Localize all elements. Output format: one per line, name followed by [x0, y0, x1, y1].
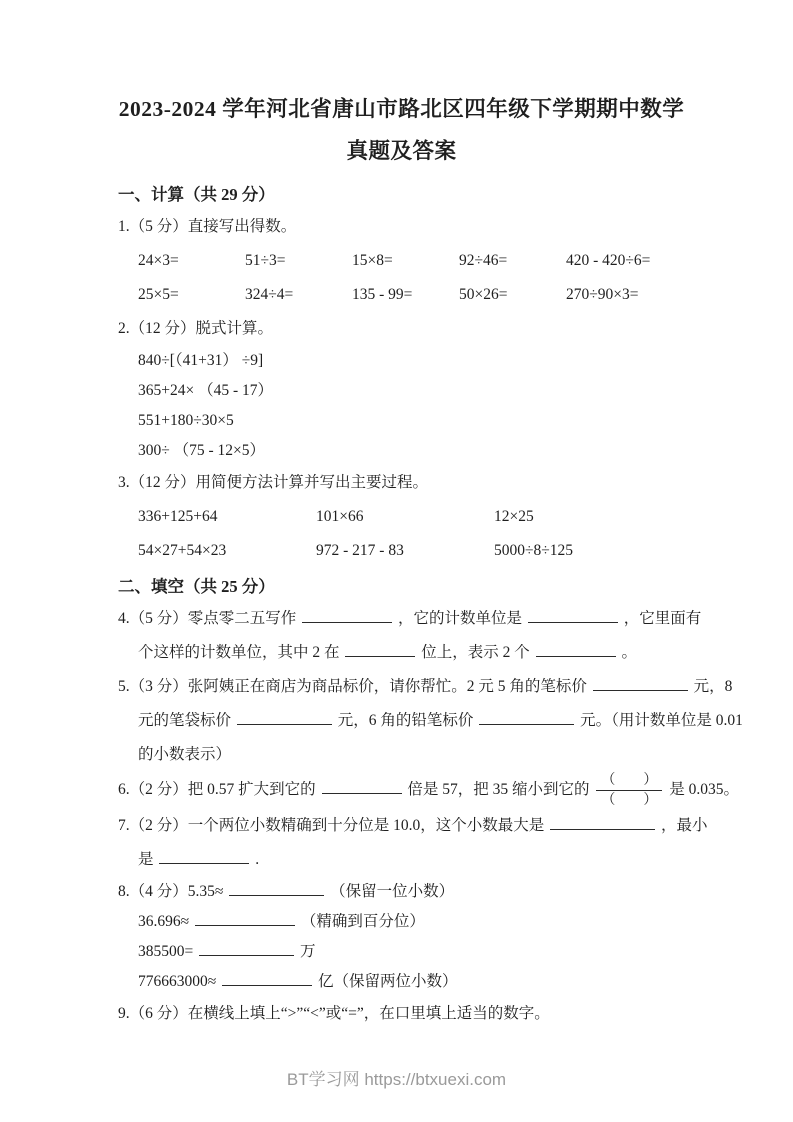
q6-text: 6.（2 分）把 0.57 扩大到它的 [118, 781, 316, 799]
q1-row2 [118, 278, 685, 312]
q2-expression: 840÷[（41+31） ÷9] [138, 352, 264, 369]
paper-title-line2: 真题及答案 [346, 139, 457, 163]
q3-expression: 12×25 [494, 508, 534, 525]
fraction-blank [596, 772, 662, 809]
q5-text: 的小数表示） [138, 746, 232, 763]
q7-text: 是 [138, 851, 154, 868]
q5-line1 [118, 670, 733, 704]
q3-expression: 54×27+54×23 [138, 542, 227, 559]
q5-line2 [118, 704, 743, 738]
q5-text: 元，8 [693, 678, 733, 695]
q8-line1 [118, 877, 685, 907]
q3-expression: 336+125+64 [138, 508, 218, 525]
section1-heading: 一、计算（共 29 分） [118, 185, 275, 204]
q8-line4 [118, 967, 685, 997]
fill-blank [479, 710, 574, 725]
q8-line3 [118, 937, 685, 967]
q8-text: 8.（4 分）5.35≈ [118, 883, 224, 900]
fill-blank [536, 642, 616, 657]
q4-text: 个这样的计数单位，其中 2 在 [138, 644, 340, 661]
fill-blank [550, 815, 655, 830]
q1-expression: 15×8= [352, 252, 393, 269]
q5-line3 [118, 738, 685, 772]
q3-expression: 5000÷8÷125 [494, 542, 574, 559]
footer-watermark: BT学习网 https://btxuexi.com [286, 1070, 507, 1089]
q2-stem: 2.（12 分）脱式计算。 [118, 320, 274, 337]
fill-blank [159, 849, 249, 864]
fraction-denominator: （ ） [601, 793, 658, 808]
q4-line1 [118, 602, 702, 636]
q2-expression: 300÷ （75 - 12×5） [138, 442, 266, 459]
q3-row1 [118, 500, 685, 534]
q1-expression: 135 - 99= [352, 286, 413, 303]
q1-expression: 50×26= [459, 286, 508, 303]
fill-blank [593, 676, 688, 691]
q1-expression: 51÷3= [245, 252, 286, 269]
q8-text: 776663000≈ [138, 973, 217, 990]
q4-text: 4.（5 分）零点零二五写作 [118, 610, 297, 627]
q2-expression: 365+24× （45 - 17） [138, 382, 274, 399]
q8-text: 36.696≈ [138, 913, 190, 930]
fill-blank [229, 881, 324, 896]
fill-blank [222, 971, 312, 986]
fraction-numerator: （ ） [596, 772, 662, 791]
fill-blank [322, 779, 402, 794]
q3-expression: 972 - 217 - 83 [316, 542, 404, 559]
q9-stem: 9.（6 分）在横线上填上“>”“<”或“=”，在口里填上适当的数字。 [118, 1005, 550, 1022]
q1-row1 [118, 244, 685, 278]
q8-text: （保留一位小数） [330, 883, 455, 900]
q1-expression: 92÷46= [459, 252, 508, 269]
q7-text: ，最小 [661, 817, 708, 834]
fill-blank [528, 608, 618, 623]
q8-text: 万 [300, 943, 316, 960]
q5-text: 元，6 角的铅笔标价 [337, 712, 474, 729]
q4-text: ，它里面有 [623, 610, 702, 627]
fill-blank [199, 941, 294, 956]
fill-blank [345, 642, 415, 657]
q8-text: 亿（保留两位小数） [318, 973, 458, 990]
q7-text: . [255, 851, 260, 868]
q6-text: 是 0.035。 [669, 781, 740, 799]
q1-expression: 324÷4= [245, 286, 294, 303]
q2-expression: 551+180÷30×5 [138, 412, 234, 429]
paper-title-line1: 2023-2024 学年河北省唐山市路北区四年级下学期期中数学 [118, 97, 685, 121]
q1-expression: 420 - 420÷6= [566, 252, 651, 269]
q7-text: 7.（2 分）一个两位小数精确到十分位是 10.0，这个小数最大是 [118, 817, 545, 834]
q8-text: （精确到百分位） [300, 913, 425, 930]
q6-line [118, 772, 740, 809]
q5-text: 5.（3 分）张阿姨正在商店为商品标价，请你帮忙。2 元 5 角的笔标价 [118, 678, 587, 695]
q5-text: 元。（用计数单位是 0.01 [580, 712, 743, 729]
q8-text: 385500= [138, 943, 194, 960]
q3-expression: 101×66 [316, 508, 364, 525]
q4-line2 [118, 636, 685, 670]
q4-text: ，它的计数单位是 [398, 610, 523, 627]
q6-text: 倍是 57，把 35 缩小到它的 [407, 781, 590, 799]
q3-stem: 3.（12 分）用简便方法计算并写出主要过程。 [118, 474, 429, 491]
q4-text: 。 [621, 644, 638, 661]
q1-expression: 24×3= [138, 252, 179, 269]
fill-blank [237, 710, 332, 725]
q7-line1 [118, 809, 708, 843]
fill-blank [195, 911, 295, 926]
q1-expression: 270÷90×3= [566, 286, 639, 303]
q5-text: 元的笔袋标价 [138, 712, 232, 729]
q4-text: 位上，表示 2 个 [421, 644, 530, 661]
q7-line2 [118, 843, 685, 877]
q3-row2 [118, 534, 685, 568]
q1-stem: 1.（5 分）直接写出得数。 [118, 218, 297, 235]
fill-blank [302, 608, 392, 623]
section2-heading: 二、填空（共 25 分） [118, 577, 275, 596]
q1-expression: 25×5= [138, 286, 179, 303]
q8-line2 [118, 907, 685, 937]
